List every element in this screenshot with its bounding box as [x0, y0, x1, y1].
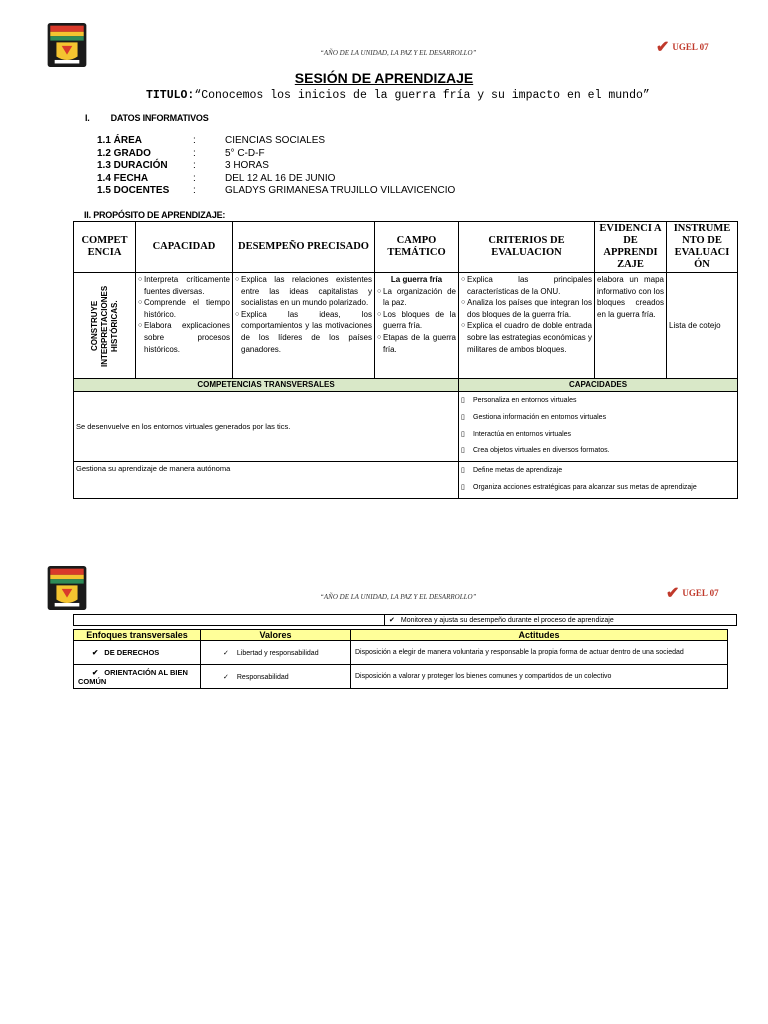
header-motto: “AÑO DE LA UNIDAD, LA PAZ Y EL DESARROLLO” [320, 49, 477, 57]
header-actitudes: Actitudes [351, 630, 728, 641]
caps-1: ▯ Personaliza en entornos virtuales ▯ Gestiona información en entornos virtuales ▯ Interactúa en entornos virtuales ▯ Crea objetos virtuales en diversos formatos. [459, 392, 738, 462]
caps-2: ▯ Define metas de aprendizaje ▯ Organiza acciones estratégicas para alcanzar sus metas de aprendizaje [459, 462, 738, 499]
ugel-logo: ✔ UGEL 07 [656, 39, 709, 56]
purpose-table [73, 221, 738, 499]
school-logo [45, 23, 89, 72]
school-logo-2 [45, 566, 89, 615]
info-row: 1.1 ÁREA : CIENCIAS SOCIALES [97, 135, 326, 146]
check-icon: ✔ [666, 585, 680, 602]
capacidad-cell: ○ Interpreta críticamente fuentes diversas. ○ Comprende el tiempo histórico. ○ Elabora explicaciones sobre procesos históricos. [136, 273, 233, 379]
actitud-2: Disposición a valorar y proteger los bienes comunes y compartidos de un colectivo [351, 665, 728, 689]
enfoque-bien-comun: ✔ ORIENTACIÓN AL BIEN COMÚN [74, 665, 201, 689]
actitud-1: Disposición a elegir de manera voluntaria y responsable la propia forma de actuar dentro de una sociedad [351, 641, 728, 665]
header-competencia: COMPET ENCIA [74, 222, 136, 273]
info-row: 1.2 GRADO : 5° C-D-F [97, 147, 265, 159]
evidencia-cell: elabora un mapa informativo con los bloques creados en la guerra fría. [595, 273, 667, 379]
header-desempeno: DESEMPEÑO PRECISADO [233, 222, 375, 273]
comp-transversal-1: Se desenvuelve en los entornos virtuales generados por las tics. [74, 392, 459, 462]
header-capacidad: CAPACIDAD [136, 222, 233, 273]
continued-capacities [73, 614, 737, 626]
header-motto-2: “AÑO DE LA UNIDAD, LA PAZ Y EL DESARROLLO” [320, 593, 477, 601]
capacidades-header: CAPACIDADES [459, 379, 738, 392]
comp-transversal-2: Gestiona su aprendizaje de manera autónoma [74, 462, 459, 499]
instrumento-cell: Lista de cotejo [667, 273, 738, 379]
enfoque-derechos: ✔ DE DERECHOS [74, 641, 201, 665]
info-block [97, 135, 455, 198]
enfoques-table [73, 629, 728, 689]
session-subtitle: TITULO:“Conocemos los inicios de la guerra fría y su impacto en el mundo” [146, 89, 650, 102]
valor-2: ✓ Responsabilidad [201, 665, 351, 689]
info-row: 1.3 DURACIÓN : 3 HORAS [97, 160, 269, 171]
header-enfoques: Enfoques transversales [74, 630, 201, 641]
header-criterios: CRITERIOS DE EVALUACION [459, 222, 595, 273]
info-row: 1.5 DOCENTES : GLADYS GRIMANESA TRUJILLO VILLAVICENCIO [97, 185, 456, 196]
info-row: 1.4 FECHA : DEL 12 AL 16 DE JUNIO [97, 172, 336, 184]
header-instrumento: INSTRUME NTO DE EVALUACI ÓN [667, 222, 738, 273]
section-proposito: II. PROPÓSITO DE APRENDIZAJE: [84, 210, 226, 220]
desempeno-cell: ○ Explica las relaciones existentes entre las ideas capitalistas y socialistas en un mundo polarizado. ○ Explica las ideas, los comportamientos y las motivaciones de los líderes de los países ganadores. [233, 273, 375, 379]
header-campo: CAMPO TEMÁTICO [375, 222, 459, 273]
header-evidencia: EVIDENCI A DE APPRENDI ZAJE [595, 222, 667, 273]
continued-capacity: ✔ Monitorea y ajusta su desempeño durante el proceso de aprendizaje [385, 615, 737, 626]
criterios-cell: ○ Explica las principales características de la ONU. ○ Analiza los países que integran los dos bloques de la guerra fría. ○ Explica el cuadro de doble entrada sobre las estrategias económicas y militares de ambos bloques. [459, 273, 595, 379]
campo-cell: La guerra fría ○ La organización de la paz. ○ Los bloques de la guerra fría. ○ Etapas de la guerra fría. [375, 273, 459, 379]
transversal-header: COMPETENCIAS TRANSVERSALES [74, 379, 459, 392]
ugel-logo-2: ✔ UGEL 07 [666, 585, 719, 602]
check-icon: ✔ [656, 39, 670, 56]
valor-1: ✓ Libertad y responsabilidad [201, 641, 351, 665]
section-datos: I. DATOS INFORMATIVOS [85, 113, 209, 123]
competencia-cell: CONSTRUYE INTERPRETACIONES HISTÓRICAS. [89, 284, 119, 367]
page-title: SESIÓN DE APRENDIZAJE [294, 70, 474, 86]
header-valores: Valores [201, 630, 351, 641]
